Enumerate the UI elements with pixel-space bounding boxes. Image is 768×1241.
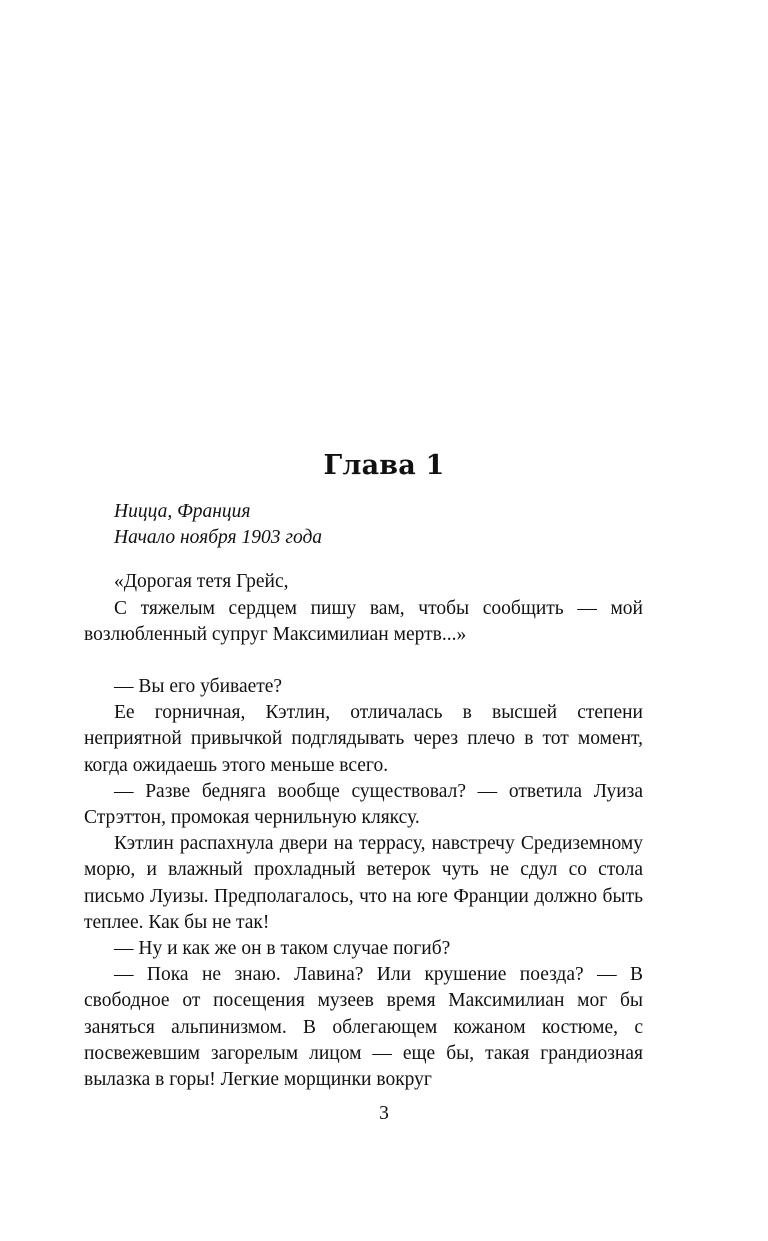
chapter-body	[84, 499, 643, 1093]
spacer	[84, 551, 643, 569]
epigraph-date: Начало ноября 1903 года	[114, 527, 323, 549]
letter-salutation: «Дорогая тетя Грейс,	[114, 571, 289, 593]
paragraph: Кэтлин распахнула двери на террасу, навстречу Средиземному морю, и влажный прохладный ветерок чуть не сдул со стола письмо Луизы. Предполагалось, что на юге Франции должно быть теплее. Как бы не так!	[84, 833, 643, 933]
epigraph	[84, 499, 643, 551]
spacer	[84, 648, 643, 674]
chapter-title: Глава 1	[323, 450, 445, 481]
paragraph: Ее горничная, Кэтлин, отличалась в высшей степени неприятной привычкой подглядывать через плечо в тот момент, когда ожидаешь этого меньше всего.	[84, 702, 643, 776]
page-number: 3	[379, 1103, 389, 1124]
paragraph: — Разве бедняга вообще существовал? — ответила Луиза Стрэттон, промокая чернильную кляксу.	[84, 780, 643, 829]
letter-line: С тяжелым сердцем пишу вам, чтобы сообщить — мой возлюбленный супруг Максимилиан мертв...»	[84, 597, 643, 645]
epigraph-place: Ницца, Франция	[114, 501, 251, 522]
paragraph: — Пока не знаю. Лавина? Или крушение поезда? — В свободное от посещения музеев время Максимилиан мог бы заняться альпинизмом. В облегающем кожаном костюме, с посвежевшим загорелым лицом — еще бы, такая грандиозная вылазка в горы! Легкие морщинки вокруг	[84, 964, 643, 1091]
paragraph: — Ну и как же он в таком случае погиб?	[114, 938, 451, 960]
paragraph: — Вы его убиваете?	[114, 676, 283, 698]
